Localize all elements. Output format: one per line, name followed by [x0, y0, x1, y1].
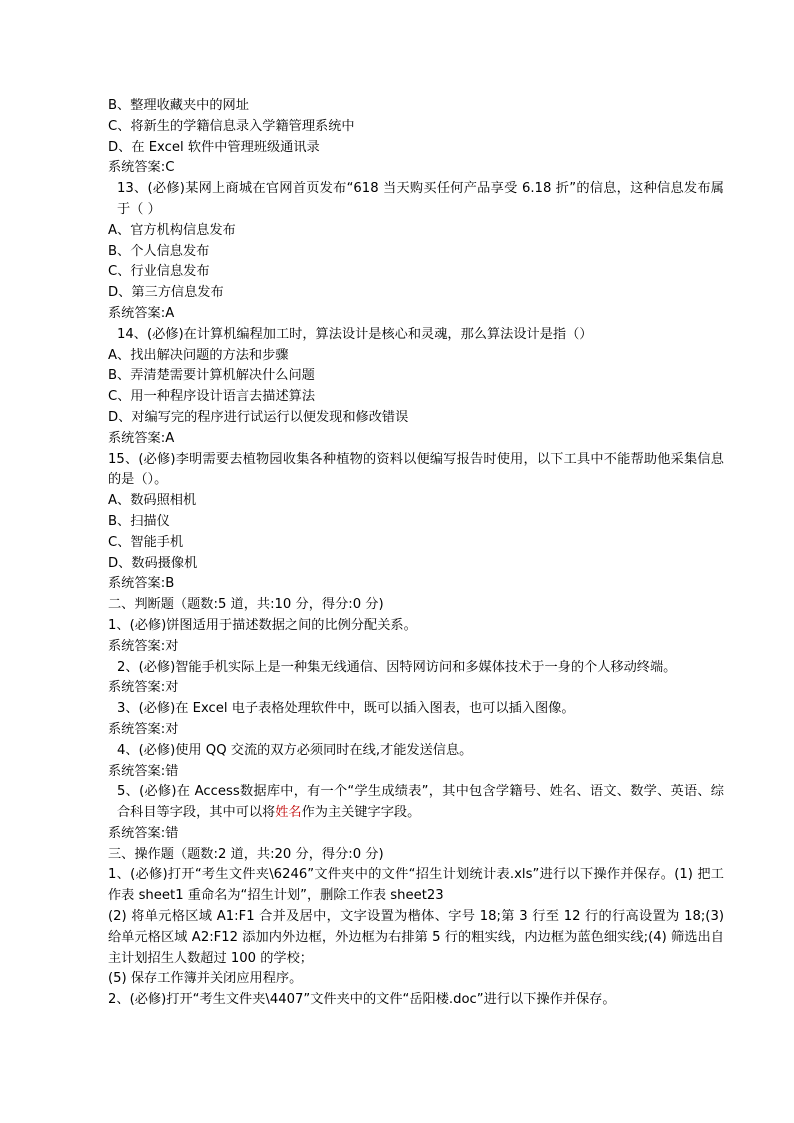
option-a-q14: A、找出解决问题的方法和步骤 — [108, 347, 289, 363]
op-question-1-step5: (5) 保存工作簿并关闭应用程序。 — [108, 971, 303, 987]
answer-q13: 系统答案:A — [108, 305, 175, 321]
tf-question-4: 4、(必修)使用 QQ 交流的双方必须同时在线,才能发送信息。 — [117, 742, 473, 758]
tf-question-2: 2、(必修)智能手机实际上是一种集无线通信、因特网访问和多媒体技术于一身的个人移动终端。 — [117, 659, 677, 675]
question-14: 14、(必修)在计算机编程加工时，算法设计是核心和灵魂，那么算法设计是指（） — [117, 326, 593, 342]
option-d-q14: D、对编写完的程序进行试运行以便发现和修改错误 — [108, 409, 409, 425]
op-question-1-steps: (2) 将单元格区域 A1:F1 合并及居中，文字设置为楷体、字号 18;第 3 行至 12 行的行高设置为 18;(3) 给单元格区域 A2:F12 添加内外边框，外边框为右排第 5 行的粗实线，内边框为蓝色细实线;(4) 筛选出自主计划招生人数超过 100 的学校； — [108, 909, 724, 966]
highlighted-term: 姓名 — [275, 805, 302, 821]
tf-question-5-text: 5、(必修)在 Access数据库中，有一个“学生成绩表”，其中包含学籍号、姓名、语文、数学、英语、综合科目等字段，其中可以将 — [117, 784, 724, 821]
section-heading-operation: 三、操作题（题数:2 道，共:20 分，得分:0 分) — [108, 846, 384, 862]
answer-q14: 系统答案:A — [108, 430, 175, 446]
option-a-q15: A、数码照相机 — [108, 493, 197, 509]
option-d-q12: D、在 Excel 软件中管理班级通讯录 — [108, 139, 320, 155]
option-c-q14: C、用一种程序设计语言去描述算法 — [108, 389, 316, 405]
document-body — [108, 96, 724, 1011]
tf-question-3: 3、(必修)在 Excel 电子表格处理软件中，既可以插入图表，也可以插入图像。 — [117, 701, 575, 717]
option-a-q13: A、官方机构信息发布 — [108, 222, 236, 238]
tf-answer-1: 系统答案:对 — [108, 638, 179, 654]
answer-q15: 系统答案:B — [108, 576, 175, 592]
op-question-1-intro: 1、(必修)打开“考生文件夹\6246”文件夹中的文件“招生计划统计表.xls”进行以下操作并保存。(1) 把工作表 sheet1 重命名为“招生计划”，删除工作表 sheet23 — [108, 867, 724, 904]
option-b-q12: B、整理收藏夹中的网址 — [108, 98, 249, 113]
option-b-q14: B、弄清楚需要计算机解决什么问题 — [108, 368, 315, 384]
option-b-q13: B、个人信息发布 — [108, 243, 210, 259]
op-question-2: 2、(必修)打开“考生文件夹\4407”文件夹中的文件“岳阳楼.doc”进行以下操作并保存。 — [108, 992, 616, 1008]
tf-question-1: 1、(必修)饼图适用于描述数据之间的比例分配关系。 — [108, 617, 417, 633]
question-15: 15、(必修)李明需要去植物园收集各种植物的资料以便编写报告时使用，以下工具中不能帮助他采集信息的是（）。 — [108, 451, 724, 488]
tf-answer-2: 系统答案:对 — [108, 680, 179, 696]
option-d-q13: D、第三方信息发布 — [108, 285, 224, 301]
answer-q12: 系统答案:C — [108, 160, 175, 176]
tf-answer-3: 系统答案:对 — [108, 721, 179, 737]
option-c-q15: C、智能手机 — [108, 534, 184, 550]
tf-question-5 — [108, 782, 724, 824]
section-heading-true-false: 二、判断题（题数:5 道，共:10 分，得分:0 分) — [108, 597, 384, 613]
option-d-q15: D、数码摄像机 — [108, 555, 198, 571]
question-13: 13、(必修)某网上商城在官网首页发布“618 当天购买任何产品享受 6.18 折”的信息，这种信息发布属于（ ） — [117, 181, 724, 217]
option-c-q13: C、行业信息发布 — [108, 264, 210, 280]
tf-answer-5: 系统答案:错 — [108, 825, 179, 841]
option-b-q15: B、扫描仪 — [108, 513, 170, 529]
option-c-q12: C、将新生的学籍信息录入学籍管理系统中 — [108, 118, 355, 134]
tf-question-5-tail: 作为主关键字字段。 — [301, 805, 421, 821]
tf-answer-4: 系统答案:错 — [108, 763, 179, 779]
